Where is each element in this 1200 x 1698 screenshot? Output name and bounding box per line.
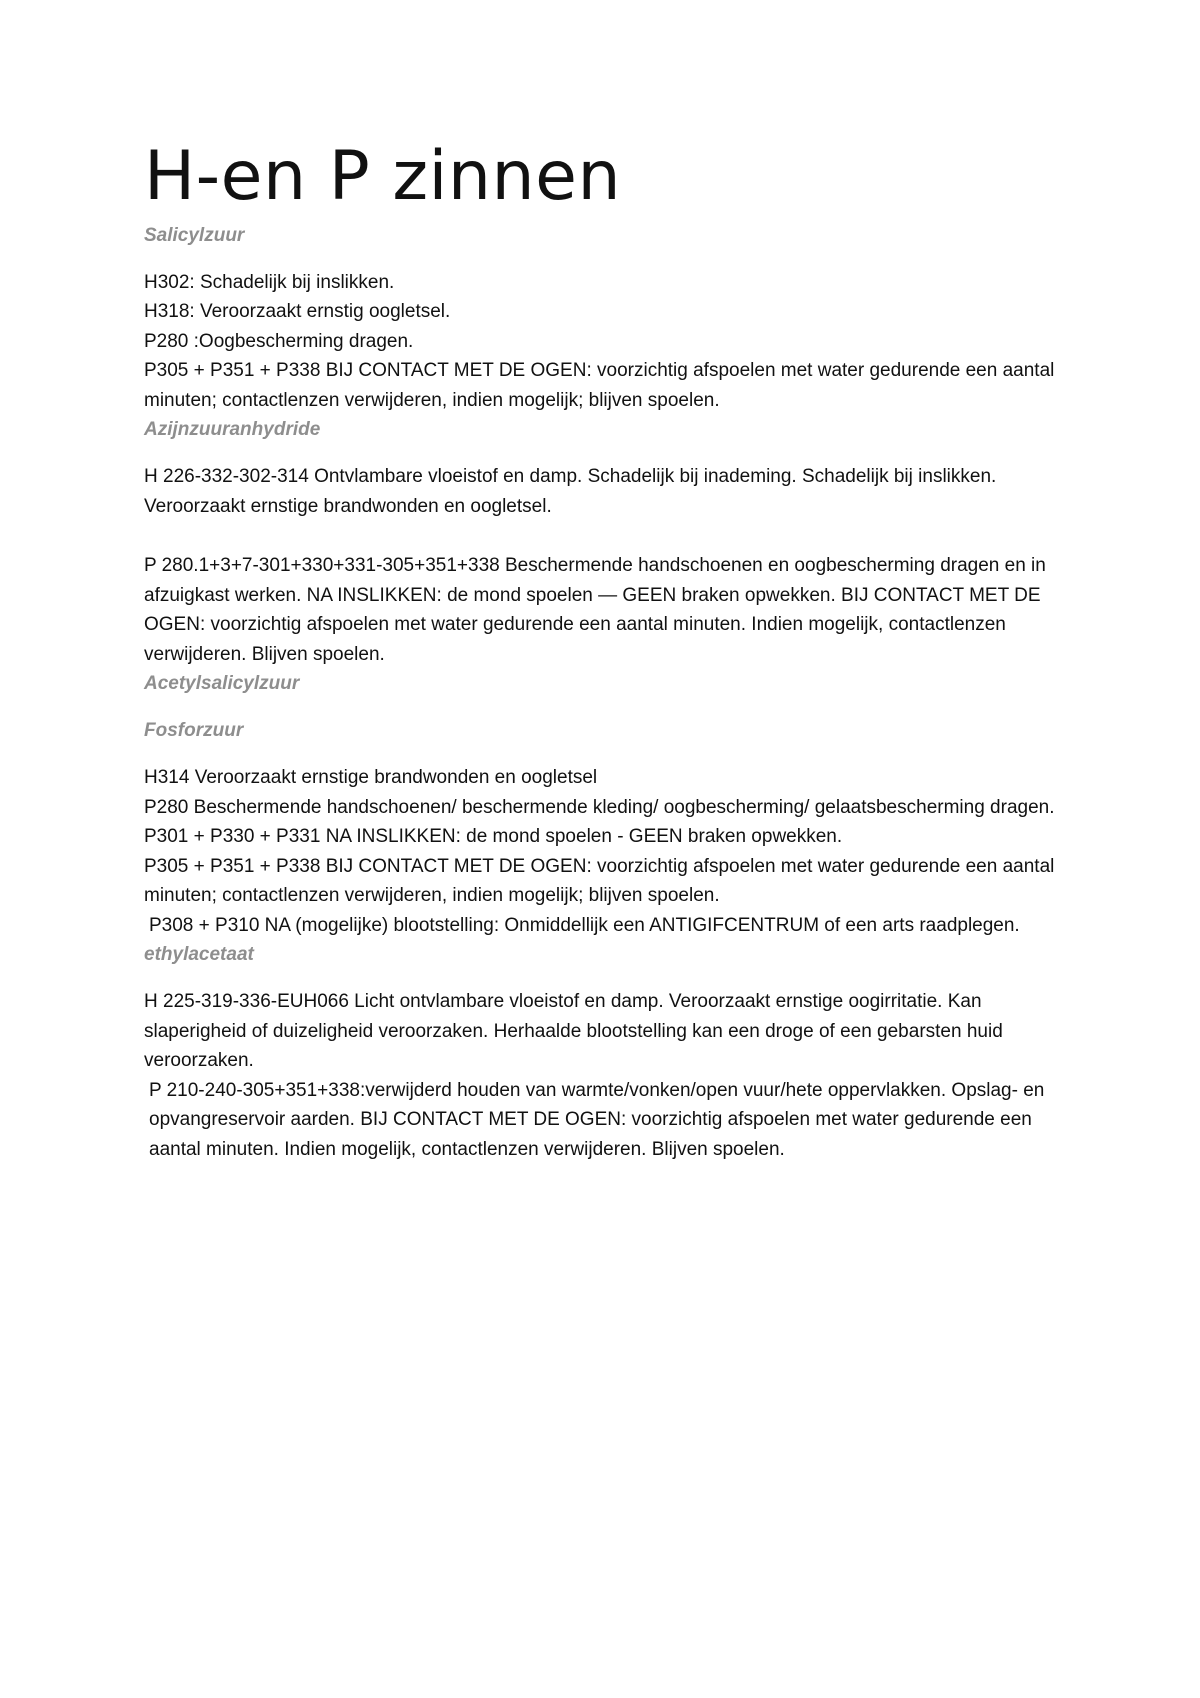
page-title: H-en P zinnen bbox=[144, 137, 622, 216]
precaution-statement: P 280.1+3+7-301+330+331-305+351+338 Beschermende handschoenen en oogbescherming dragen en in afzuigkast werken. NA INSLIKKEN: de mond spoelen — GEEN braken opwekken. BIJ CONTACT MET DE OGEN: voorzichtig afspoelen met water gedurende een aantal minuten. Indien mogelijk, contactlenzen verwijderen. Blijven spoelen. bbox=[144, 555, 1046, 665]
section-heading: Fosforzuur bbox=[144, 720, 244, 742]
section-heading: Azijnzuuranhydride bbox=[144, 419, 321, 441]
precaution-statement: P280 Beschermende handschoenen/ beschermende kleding/ oogbescherming/ gelaatsbescherming dragen. bbox=[144, 796, 1055, 818]
hazard-statement: H318: Veroorzaakt ernstig oogletsel. bbox=[144, 301, 451, 323]
section-fosforzuur bbox=[144, 716, 1064, 940]
precaution-statement: P305 + P351 + P338 BIJ CONTACT MET DE OGEN: voorzichtig afspoelen met water gedurende een aantal minuten; contactlenzen verwijderen, indien mogelijk; blijven spoelen. bbox=[144, 360, 1055, 411]
section-heading: ethylacetaat bbox=[144, 944, 254, 966]
precaution-statement: P301 + P330 + P331 NA INSLIKKEN: de mond spoelen - GEEN braken opwekken. bbox=[144, 826, 843, 848]
section-heading: Salicylzuur bbox=[144, 224, 245, 246]
section-acetylsalicylzuur bbox=[144, 669, 1064, 698]
hazard-statement: H 226-332-302-314 Ontvlambare vloeistof en damp. Schadelijk bij inademing. Schadelijk bij inslikken. Veroorzaakt ernstige brandwonden en oogletsel. bbox=[144, 466, 997, 517]
precaution-statement: P 210-240-305+351+338:verwijderd houden van warmte/vonken/open vuur/hete oppervlakken. Opslag- en opvangreservoir aarden. BIJ CONTACT MET DE OGEN: voorzichtig afspoelen met water gedurende een aantal minuten. Indien mogelijk, contactlenzen verwijderen. Blijven spoelen. bbox=[149, 1079, 1045, 1160]
hazard-statement: H302: Schadelijk bij inslikken. bbox=[144, 271, 395, 293]
precaution-statement: P308 + P310 NA (mogelijke) blootstelling: Onmiddellijk een ANTIGIFCENTRUM of een arts raadplegen. bbox=[149, 914, 1020, 936]
hazard-statement: H314 Veroorzaakt ernstige brandwonden en oogletsel bbox=[144, 767, 598, 789]
precaution-statement: P305 + P351 + P338 BIJ CONTACT MET DE OGEN: voorzichtig afspoelen met water gedurende een aantal minuten; contactlenzen verwijderen, indien mogelijk; blijven spoelen. bbox=[144, 855, 1055, 907]
document-page bbox=[144, 137, 1064, 1164]
section-heading: Acetylsalicylzuur bbox=[144, 673, 300, 695]
hazard-statement: H 225-319-336-EUH066 Licht ontvlambare vloeistof en damp. Veroorzaakt ernstige oogirritatie. Kan slaperigheid of duizeligheid veroorzaken. Herhaalde blootstelling kan een droge of een gebarsten huid veroorzaken. bbox=[144, 991, 1003, 1072]
precaution-statement: P280 :Oogbescherming dragen. bbox=[144, 330, 414, 352]
section-ethylacetaat bbox=[144, 940, 1064, 1164]
section-salicylzuur bbox=[144, 221, 1064, 416]
section-azijnzuuranhydride bbox=[144, 415, 1064, 669]
